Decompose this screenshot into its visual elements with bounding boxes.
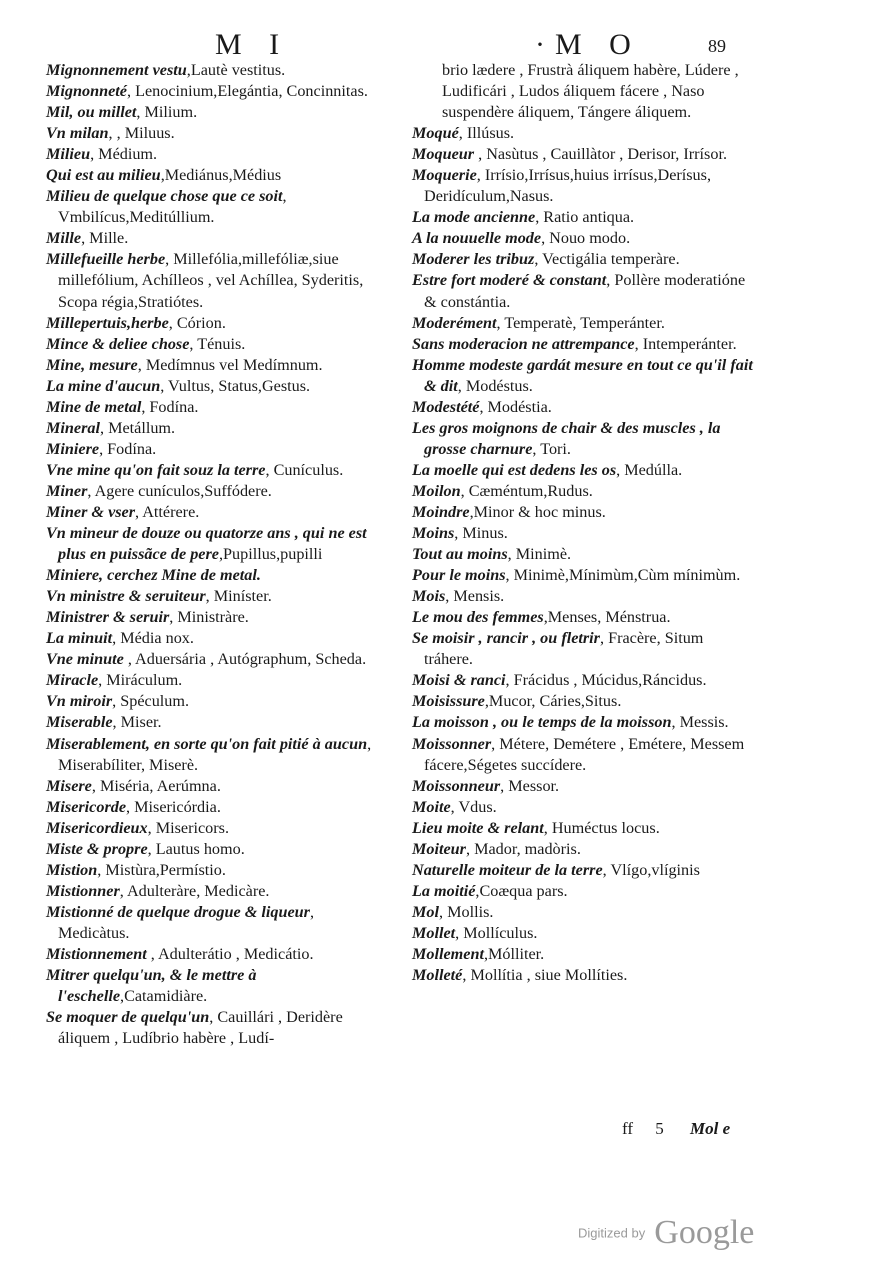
- dictionary-entry: [46, 944, 386, 965]
- dictionary-entry: [46, 418, 386, 439]
- entry-translation: , Millefólia,millefóliæ,siue millefólium, Achílleos , vel Achíllea, Syderitis, Scopa régia,Stratiótes.: [58, 250, 364, 311]
- entry-headword: La moisson , ou le temps de la moisson: [412, 713, 672, 732]
- dictionary-entry: [46, 249, 386, 312]
- entry-translation: ,Coæqua pars.: [475, 881, 568, 900]
- entry-translation: , Mador, madòris.: [465, 839, 581, 858]
- dictionary-entry: [46, 481, 386, 502]
- dictionary-entry: [46, 965, 386, 1007]
- entry-translation: , Illúsus.: [458, 124, 515, 143]
- dictionary-entry: [412, 712, 754, 733]
- dictionary-entry: [412, 734, 754, 776]
- entry-headword: Lieu moite & relant: [412, 818, 544, 837]
- dictionary-entry: [46, 1007, 386, 1049]
- dictionary-entry: [46, 523, 386, 565]
- entry-headword: Mille: [46, 229, 82, 248]
- dictionary-entry: [412, 586, 754, 607]
- dictionary-entry: [412, 944, 754, 965]
- entry-translation: , Adulterátio , Medicátio.: [146, 944, 314, 963]
- signature-mark: ff: [622, 1119, 634, 1138]
- dictionary-entry: [46, 712, 386, 733]
- entry-translation: ,Pupillus,pupilli: [218, 545, 323, 564]
- entry-headword: Se moquer de quelqu'un: [46, 1008, 210, 1027]
- entry-headword: Sans moderacion ne attrempance: [412, 334, 635, 353]
- entry-translation: ,Mólliter.: [483, 944, 545, 963]
- entry-headword: Milieu de quelque chose que ce soit: [46, 187, 283, 206]
- entry-headword: Mollet: [412, 923, 456, 942]
- entry-headword: Ministrer & seruir: [46, 608, 170, 627]
- entry-translation: , Agere cunículos,Suffódere.: [87, 481, 272, 500]
- page-number: 89: [708, 36, 726, 56]
- dictionary-entry: [412, 270, 754, 312]
- dictionary-entry: [412, 249, 754, 270]
- entry-headword: Le mou des femmes: [412, 608, 544, 627]
- entry-translation: , Miráculum.: [98, 671, 183, 690]
- dictionary-entry: [46, 797, 386, 818]
- entry-translation: , Vdus.: [450, 797, 497, 816]
- dictionary-entry: [46, 334, 386, 355]
- dictionary-entry: [412, 313, 754, 334]
- entry-translation: , Tori.: [532, 439, 571, 458]
- dictionary-entry: [46, 860, 386, 881]
- dictionary-entry: [412, 965, 754, 986]
- dictionary-entry: [46, 228, 386, 249]
- dictionary-entry: [46, 355, 386, 376]
- entry-translation: , Minimè,Mínimùm,Cùm mínimùm.: [505, 566, 741, 585]
- entry-translation: , Cauillári , Deridère áliquem , Ludíbrio habère , Ludí-: [58, 1008, 343, 1048]
- entry-translation: , Nasùtus , Cauillàtor , Derisor, Irrísor.: [474, 145, 727, 164]
- entry-headword: Mois: [412, 587, 446, 606]
- dictionary-entry: [412, 797, 754, 818]
- entry-headword: Mignonneté: [46, 82, 127, 101]
- entry-translation: , Milium.: [136, 103, 198, 122]
- entry-headword: Molleté: [412, 966, 463, 985]
- entry-headword: Mollement: [412, 944, 484, 963]
- entry-headword: Mistionner: [46, 881, 120, 900]
- entry-headword: A la nouuelle mode: [412, 229, 542, 248]
- dictionary-entry: [46, 144, 386, 165]
- entry-headword: Misericorde: [46, 797, 127, 816]
- dictionary-entry: [46, 628, 386, 649]
- entry-headword: Miracle: [46, 671, 99, 690]
- running-head-left: M I: [215, 28, 290, 61]
- entry-translation: , Vlígo,vlíginis: [602, 860, 700, 879]
- dictionary-entry: [46, 586, 386, 607]
- entry-headword: Vn milan: [46, 124, 109, 143]
- entry-translation: , Mollítia , siue Mollíties.: [462, 966, 628, 985]
- entry-headword: Vn ministre & seruiteur: [46, 587, 206, 606]
- entry-translation: , Messis.: [671, 713, 729, 732]
- entry-translation: ,Catamidiàre.: [120, 987, 208, 1006]
- entry-translation: ,Menses, Ménstrua.: [543, 608, 671, 627]
- entry-headword: Homme modeste gardát mesure en tout ce qu'il fait & dit: [412, 355, 753, 395]
- digitized-watermark: [578, 1214, 754, 1252]
- entry-headword: La minuit: [46, 629, 113, 648]
- entry-translation: , Pollère moderatióne & constántia.: [424, 271, 746, 311]
- entry-translation: , Huméctus locus.: [543, 818, 660, 837]
- dictionary-entry: [412, 228, 754, 249]
- entry-translation: , Ténuis.: [189, 334, 246, 353]
- entry-headword: Vn mineur de douze ou quatorze ans , qui ne est plus en puissãce de pere: [46, 524, 367, 564]
- entry-translation: brio lædere , Frustrà áliquem habère, Lúdere , Ludificári , Ludos áliquem fácere , Naso suspendère áliquem, Tángere áliquem.: [442, 61, 739, 122]
- entry-translation: , Mille.: [81, 229, 129, 248]
- entry-headword: Miserablement, en sorte qu'on fait pitié à aucun: [46, 734, 368, 753]
- entry-headword: Misericordieux: [46, 818, 148, 837]
- entry-headword: Pour le moins: [412, 566, 506, 585]
- entry-headword: La mode ancienne: [412, 208, 536, 227]
- entry-translation: , Ministràre.: [169, 608, 249, 627]
- entry-translation: , Attérere.: [135, 502, 200, 521]
- dictionary-entry: [46, 670, 386, 691]
- entry-headword: Moisi & ranci: [412, 671, 506, 690]
- dictionary-entry: [412, 839, 754, 860]
- dictionary-entry: [46, 565, 386, 586]
- page-footer: [622, 1119, 730, 1139]
- entry-translation: ,Mediánus,Médius: [160, 166, 282, 185]
- entry-headword: Mine, mesure: [46, 355, 138, 374]
- entry-headword: Moderer les tribuz: [412, 250, 535, 269]
- dictionary-entry: [46, 460, 386, 481]
- dictionary-entry: [46, 376, 386, 397]
- entry-translation: ,Mucor, Cáries,Situs.: [484, 692, 622, 711]
- entry-translation: , Modéstus.: [457, 376, 533, 395]
- entry-headword: La mine d'aucun: [46, 376, 161, 395]
- entry-translation: , Frácidus , Múcidus,Ráncidus.: [505, 671, 707, 690]
- dictionary-entry: [412, 165, 754, 207]
- entry-translation: , Misericórdia.: [126, 797, 221, 816]
- entry-translation: , Mollis.: [439, 902, 494, 921]
- dictionary-entry: [412, 523, 754, 544]
- entry-translation: , Intemperánter.: [634, 334, 737, 353]
- dictionary-entry: [46, 839, 386, 860]
- entry-headword: Moins: [412, 524, 455, 543]
- entry-headword: Vn miroir: [46, 692, 113, 711]
- entry-translation: , Ratio antiqua.: [535, 208, 635, 227]
- dictionary-entry: [412, 334, 754, 355]
- entry-headword: Moissonneur: [412, 776, 501, 795]
- entry-translation: ,Minor & hoc minus.: [469, 502, 606, 521]
- entry-headword: Miste & propre: [46, 839, 148, 858]
- entry-headword: Les gros moignons de chair & des muscles , la grosse charnure: [412, 418, 721, 458]
- entry-translation: , Miséria, Aerúmna.: [91, 776, 221, 795]
- dictionary-entry: [412, 565, 754, 586]
- entry-translation: , Mistùra,Permístio.: [97, 860, 226, 879]
- entry-translation: , Fodína.: [141, 397, 199, 416]
- entry-translation: , Misericors.: [147, 818, 229, 837]
- entry-translation: ,Lautè vestitus.: [186, 61, 286, 79]
- entry-headword: Moite: [412, 797, 451, 816]
- entry-headword: Moissonner: [412, 734, 492, 753]
- dictionary-entry: [412, 418, 754, 460]
- entry-translation: , Temperatè, Temperánter.: [496, 313, 665, 332]
- entry-headword: Tout au moins: [412, 545, 508, 564]
- dictionary-entry: [46, 165, 386, 186]
- entry-translation: , Nouo modo.: [541, 229, 631, 248]
- entry-headword: Miner & vser: [46, 502, 136, 521]
- entry-translation: , Medúlla.: [616, 460, 683, 479]
- dictionary-entry: [46, 502, 386, 523]
- dictionary-entry: [412, 881, 754, 902]
- dictionary-entry: [412, 607, 754, 628]
- entry-headword: Miserable: [46, 713, 113, 732]
- entry-headword: Mol: [412, 902, 439, 921]
- signature-number: 5: [655, 1119, 664, 1138]
- entry-translation: , Adulteràre, Medicàre.: [119, 881, 270, 900]
- entry-headword: Mince & deliee chose: [46, 334, 190, 353]
- dictionary-entry: [412, 60, 754, 123]
- dictionary-entry: [46, 60, 386, 81]
- entry-headword: La moitié: [412, 881, 476, 900]
- entry-headword: Vne mine qu'on fait souz la terre: [46, 460, 266, 479]
- dictionary-entry: [46, 902, 386, 944]
- running-head-center: ·M O: [535, 28, 641, 61]
- entry-headword: Miniere, cerchez Mine de metal.: [46, 566, 261, 585]
- dictionary-entry: [412, 355, 754, 397]
- dictionary-entry: [412, 691, 754, 712]
- entry-translation: , Minus.: [454, 524, 508, 543]
- entry-translation: , Modéstia.: [479, 397, 552, 416]
- entry-headword: Vne minute: [46, 650, 124, 669]
- dictionary-entry: [412, 123, 754, 144]
- dictionary-entry: [46, 123, 386, 144]
- dictionary-entry: [46, 691, 386, 712]
- entry-translation: , Vmbilícus,Meditúllium.: [58, 187, 287, 227]
- entry-headword: Moqué: [412, 124, 459, 143]
- entry-headword: Milieu: [46, 145, 91, 164]
- dictionary-entry: [46, 397, 386, 418]
- entry-headword: Mitrer quelqu'un, & le mettre à l'eschelle: [46, 966, 257, 1006]
- dictionary-entry: [412, 207, 754, 228]
- dictionary-entry: [46, 102, 386, 123]
- entry-headword: Millepertuis,herbe: [46, 313, 169, 332]
- entry-headword: La moelle qui est dedens les os: [412, 460, 617, 479]
- entry-headword: Modestété: [412, 397, 480, 416]
- entry-translation: , Fracère, Situm tráhere.: [424, 629, 704, 669]
- entry-translation: , Aduersária , Autógraphum, Scheda.: [123, 650, 367, 669]
- entry-headword: Naturelle moiteur de la terre: [412, 860, 603, 879]
- entry-headword: Qui est au milieu: [46, 166, 161, 185]
- dictionary-entry: [46, 649, 386, 670]
- dictionary-entry: [412, 923, 754, 944]
- dictionary-entry: [412, 460, 754, 481]
- entry-headword: Mignonnement vestu: [46, 61, 187, 79]
- entry-translation: , Medímnus vel Medímnum.: [137, 355, 323, 374]
- entry-headword: Millefueille herbe: [46, 250, 166, 269]
- entry-translation: , Mensis.: [445, 587, 505, 606]
- dictionary-entry: [46, 776, 386, 797]
- dictionary-entry: [412, 776, 754, 797]
- entry-headword: Mineral: [46, 418, 100, 437]
- entry-headword: Moderément: [412, 313, 497, 332]
- entry-translation: , Média nox.: [112, 629, 194, 648]
- dictionary-entry: [46, 734, 386, 776]
- dictionary-entry: [412, 481, 754, 502]
- dictionary-entry: [412, 860, 754, 881]
- entry-translation: , Vultus, Status,Gestus.: [160, 376, 311, 395]
- entry-translation: , Messor.: [500, 776, 560, 795]
- entry-translation: , Cunículus.: [265, 460, 344, 479]
- entry-translation: , Minimè.: [507, 545, 572, 564]
- entry-translation: , Medicàtus.: [58, 902, 315, 942]
- entry-headword: Mistionnement: [46, 944, 147, 963]
- entry-translation: , Vectigália temperàre.: [534, 250, 680, 269]
- entry-translation: , Cæméntum,Rudus.: [460, 481, 593, 500]
- dictionary-entry: [412, 902, 754, 923]
- dictionary-entry: [46, 439, 386, 460]
- entry-headword: Miner: [46, 481, 88, 500]
- dictionary-entry: [46, 607, 386, 628]
- entry-translation: , Lautus homo.: [147, 839, 245, 858]
- entry-translation: , Lenocinium,Elegántia, Concinnitas.: [126, 82, 368, 101]
- dictionary-entry: [46, 818, 386, 839]
- watermark-text: Digitized by: [578, 1225, 646, 1241]
- entry-headword: Mil, ou millet: [46, 103, 137, 122]
- dictionary-entry: [412, 544, 754, 565]
- dictionary-entry: [412, 144, 754, 165]
- entry-headword: Moiteur: [412, 839, 466, 858]
- dictionary-entry: [46, 186, 386, 228]
- entry-headword: Moilon: [412, 481, 461, 500]
- right-column: [412, 60, 754, 986]
- entry-translation: , Irrísio,Irrísus,huius irrísus,Derísus, Deridículum,Nasus.: [424, 166, 712, 206]
- entry-headword: Moqueur: [412, 145, 475, 164]
- dictionary-entry: [46, 313, 386, 334]
- entry-headword: Moindre: [412, 502, 470, 521]
- entry-translation: , Miserabíliter, Miserè.: [58, 734, 372, 774]
- entry-headword: Misere: [46, 776, 92, 795]
- entry-translation: , , Miluus.: [108, 124, 175, 143]
- entry-translation: , Miser.: [112, 713, 162, 732]
- dictionary-entry: [412, 628, 754, 670]
- entry-translation: , Médium.: [90, 145, 158, 164]
- entry-headword: Mistion: [46, 860, 98, 879]
- dictionary-entry: [412, 397, 754, 418]
- entry-translation: , Métere, Demétere , Emétere, Messem fácere,Ségetes succídere.: [424, 734, 745, 774]
- entry-headword: Mine de metal: [46, 397, 142, 416]
- entry-headword: Mistionné de quelque drogue & liqueur: [46, 902, 310, 921]
- entry-headword: Moisissure: [412, 692, 485, 711]
- left-column: [46, 60, 386, 1049]
- dictionary-entry: [412, 818, 754, 839]
- entry-translation: , Metállum.: [99, 418, 176, 437]
- entry-headword: Miniere: [46, 439, 100, 458]
- google-logo: Google: [654, 1214, 755, 1251]
- dictionary-entry: [412, 670, 754, 691]
- entry-headword: Se moisir , rancir , ou fletrir: [412, 629, 600, 648]
- catchword: Mol e: [690, 1119, 731, 1138]
- dictionary-entry: [46, 881, 386, 902]
- entry-translation: , Córion.: [168, 313, 226, 332]
- dictionary-entry: [46, 81, 386, 102]
- entry-translation: , Mollículus.: [455, 923, 538, 942]
- entry-translation: , Fodína.: [99, 439, 157, 458]
- dictionary-entry: [412, 502, 754, 523]
- entry-headword: Moquerie: [412, 166, 477, 185]
- entry-translation: , Spéculum.: [112, 692, 190, 711]
- entry-headword: Estre fort moderé & constant: [412, 271, 607, 290]
- entry-translation: , Miníster.: [205, 587, 272, 606]
